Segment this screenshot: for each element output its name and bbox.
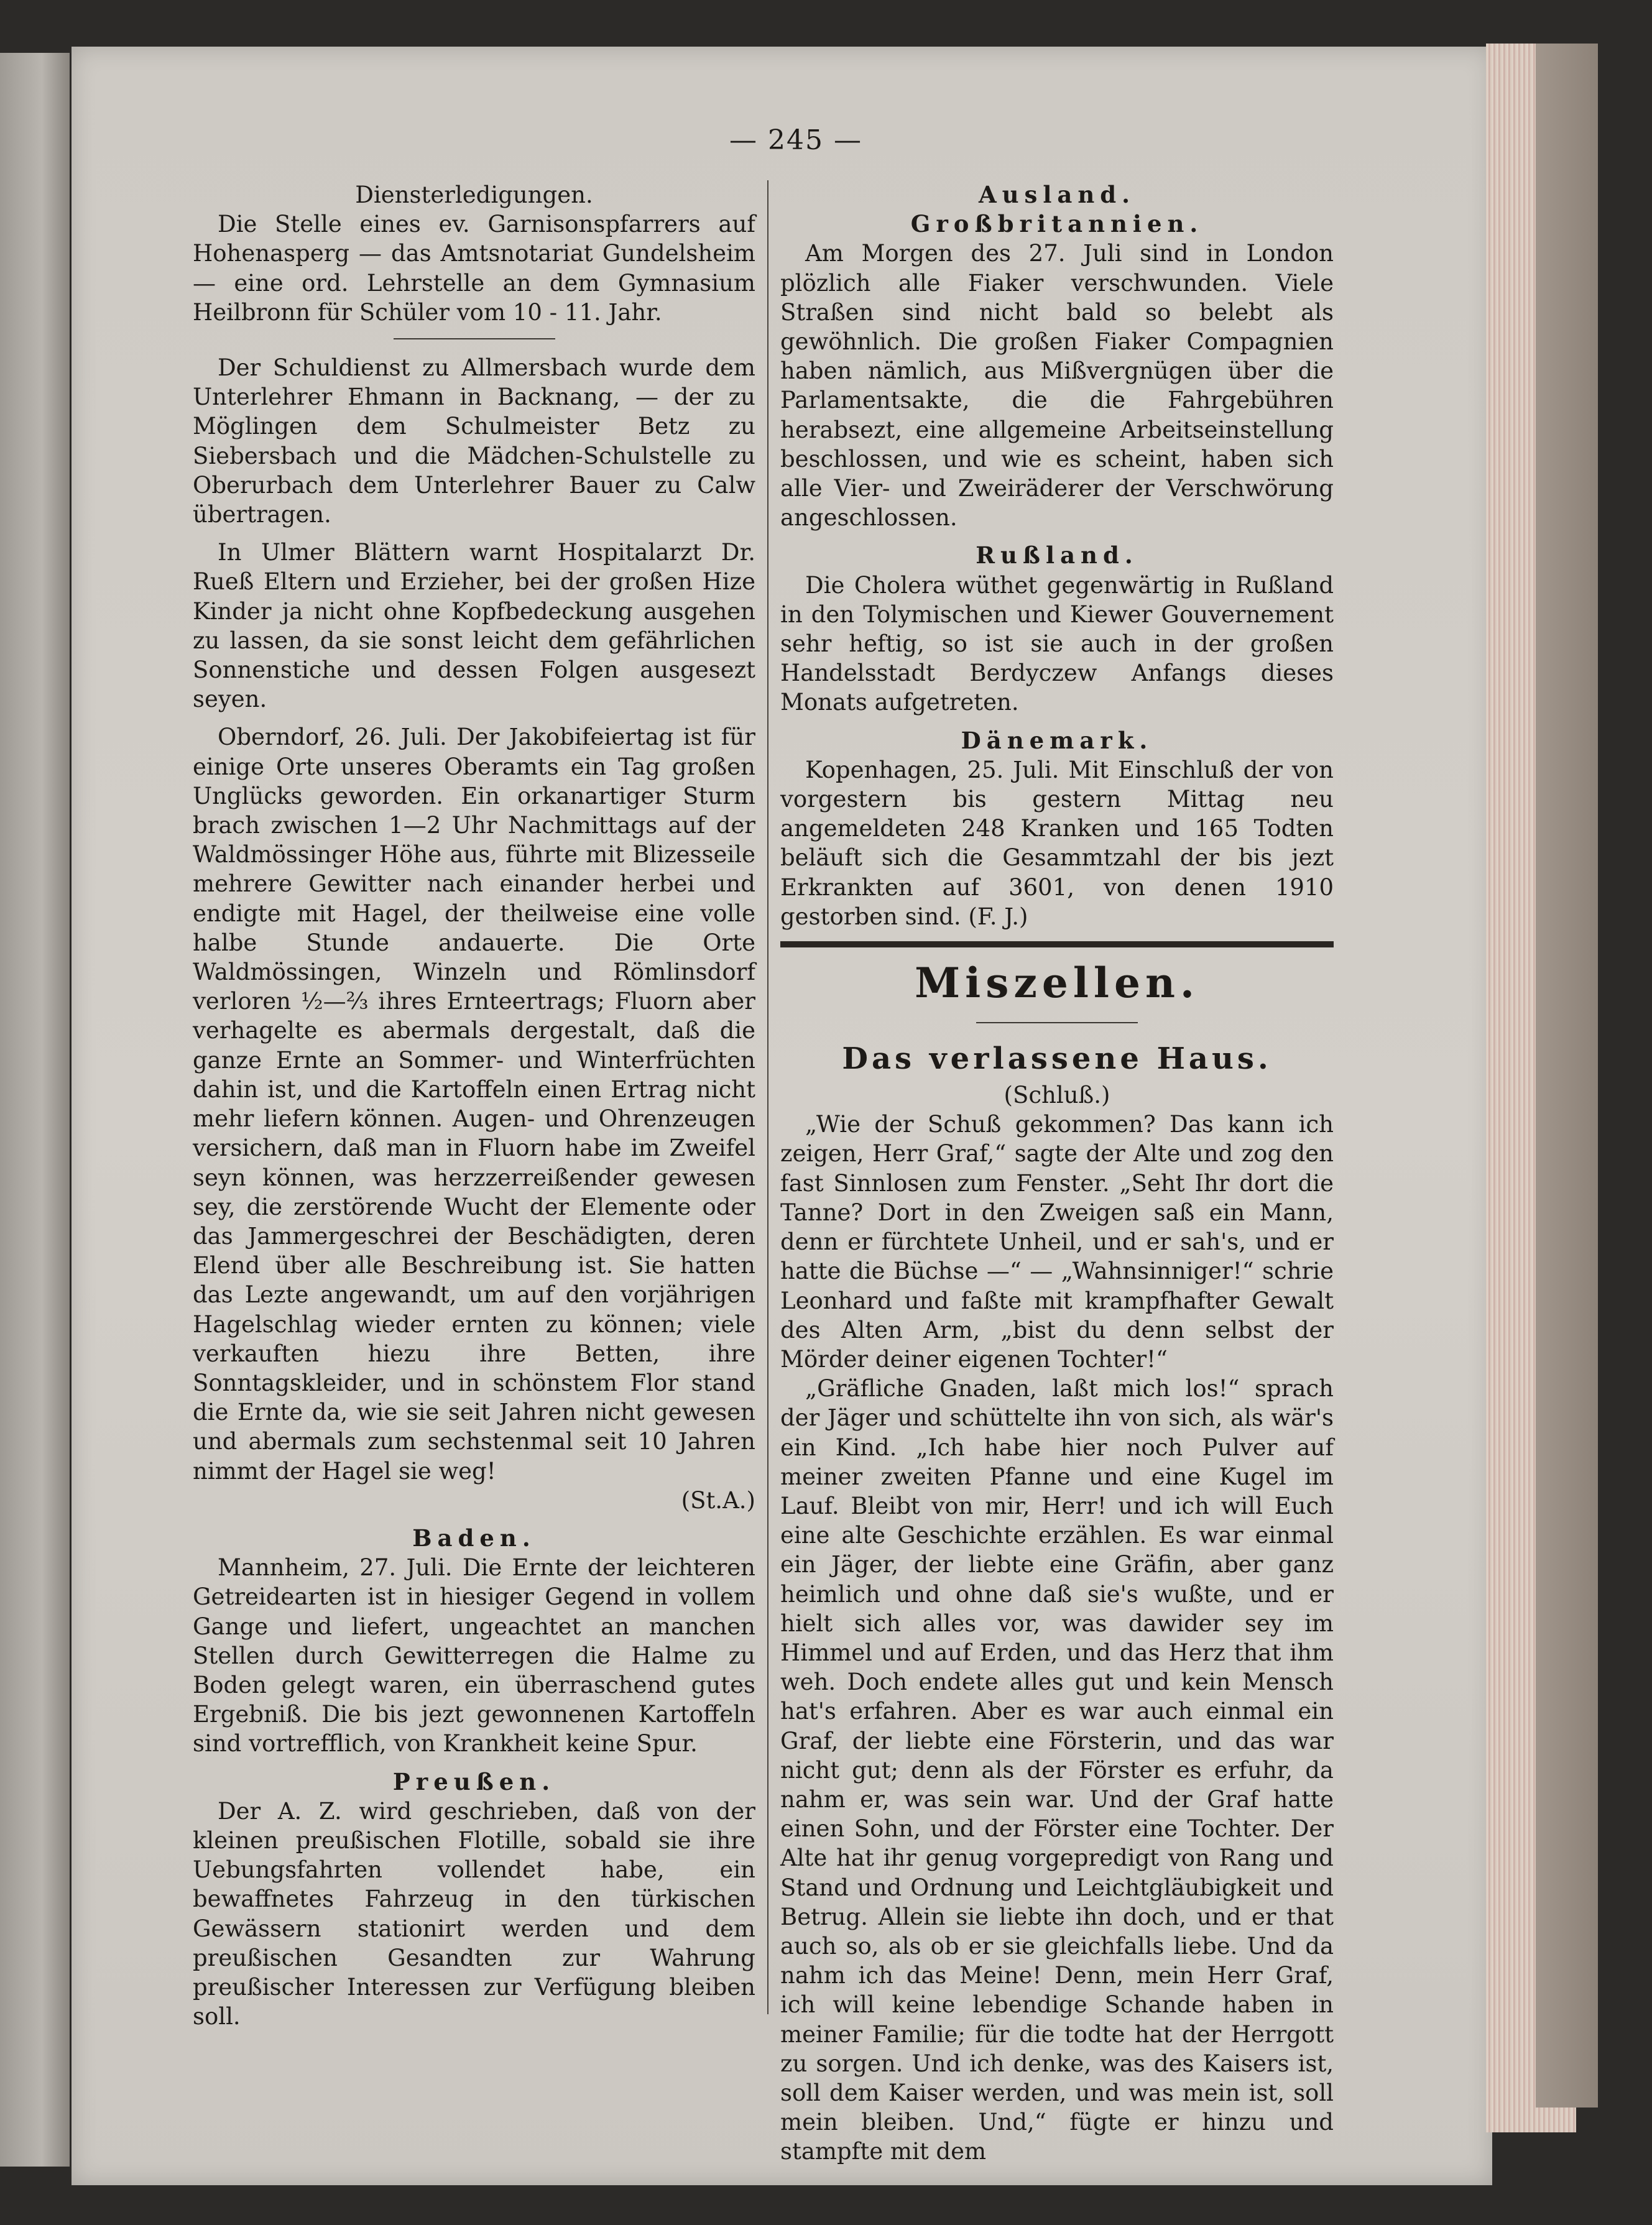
separator-line (394, 338, 555, 339)
right-column (780, 180, 1334, 2167)
page-number: — 245 — (729, 124, 862, 156)
paragraph: Oberndorf, 26. Juli. Der Jakobifeiertag ist für einige Orte unseres Oberamts ein Tag großen Unglücks geworden. Ein orkanartiger Sturm brach zwischen 1—2 Uhr Nachmittags auf der Waldmössinger Höhe aus, führte mit Blizesseile mehrere Gewitter nach einander herbei und endigte mit Hagel, der theilweise eine volle halbe Stunde andauerte. Die Orte Waldmössingen, Winzeln und Römlinsdorf verloren ½—⅔ ihres Ernteertrags; Fluorn aber verhagelte es abermals dergestalt, daß die ganze Ernte an Sommer- und Winterfrüchten dahin ist, und die Kartoffeln einen Ertrag nicht mehr liefern können. Augen- und Ohrenzeugen versichern, daß man in Fluorn habe im Zweifel seyn können, was herzzerreißender gewesen sey, die zerstörende Wucht der Elemente oder das Jammergeschrei der Beschädigten, deren Elend über alle Beschreibung ist. Sie hatten das Lezte angewandt, um auf den vorjährigen Hagelschlag wieder ernten zu können; viele verkauften hiezu ihre Betten, ihre Sonntagskleider, und in schönstem Flor stand die Ernte da, wie sie seit Jahren nicht gewesen und abermals zum sechstenmal seit 10 Jahren nimmt der Hagel sie weg! (193, 724, 755, 1485)
paragraph: Mannheim, 27. Juli. Die Ernte der leichteren Getreidearten ist in hiesiger Gegend in vollem Gange und liefert, ungeachtet an manchen Stellen durch Gewitterregen die Halme zu Boden gelegt waren, ein überraschend gutes Ergebniß. Die bis jezt gewonnenen Kartoffeln sind vortrefflich, von Krankheit keine Spur. (193, 1554, 755, 1757)
previous-page-edge (0, 53, 70, 2167)
separator-line (976, 1022, 1138, 1023)
paragraph: Die Cholera wüthet gegenwärtig in Rußland in den Tolymischen und Kiewer Gouvernement sehr heftig, so ist sie auch in der großen Handelsstadt Berdyczew Anfangs dieses Monats aufgetreten. (780, 571, 1334, 716)
separator-rule (780, 941, 1334, 947)
paragraph: Kopenhagen, 25. Juli. Mit Einschluß der von vorgestern bis gestern Mittag neu angemeldeten 248 Kranken und 165 Todten beläuft sich die Gesammtzahl der bis jezt Erkrankten auf 3601, von denen 1910 gestorben sind. (F. J.) (780, 756, 1334, 930)
source-note: (St.A.) (681, 1486, 755, 1514)
section-subheading: Großbritannien. (910, 210, 1204, 238)
paragraph: „Wie der Schuß gekommen? Das kann ich zeigen, Herr Graf,“ sagte der Alte und zog den fast Sinnlosen zum Fenster. „Seht Ihr dort die Tanne? Dort in den Zweigen saß ein Mann, denn er fürchtete Unheil, und er sah's, und er hatte die Büchse —“ — „Wahnsinniger!“ schrie Leonhard und faßte mit krampfhafter Gewalt des Alten Arm, „bist du denn selbst der Mörder deiner eigenen Tochter!“ (780, 1111, 1334, 1373)
paragraph: In Ulmer Blättern warnt Hospitalarzt Dr. Rueß Eltern und Erzieher, bei der großen Hize Kinder ja nicht ohne Kopfbedeckung ausgehen zu lassen, da sie sonst leicht dem gefährlichen Sonnenstiche und dessen Folgen ausgesezt seyen. (193, 539, 755, 713)
section-heading: Preußen. (392, 1767, 556, 1795)
paragraph: Der Schuldienst zu Allmersbach wurde dem Unterlehrer Ehmann in Backnang, — der zu Möglingen dem Schulmeister Betz zu Siebersbach und die Mädchen-Schulstelle zu Oberurbach dem Unterlehrer Bauer zu Calw übertragen. (193, 354, 755, 528)
column-divider (767, 180, 768, 2014)
left-column (193, 180, 755, 2031)
story-subtitle: (Schluß.) (1004, 1082, 1110, 1109)
section-heading: Diensterledigungen. (355, 182, 593, 208)
paragraph: Am Morgen des 27. Juli sind in London plözlich alle Fiaker verschwunden. Viele Straßen sind nicht bald so belebt als gewöhnlich. Die großen Fiaker Compagnien haben nämlich, aus Mißvergnügen über die Parlamentsakte, die die Fahrgebühren herabsezt, eine allgemeine Arbeitseinstellung beschlossen, und wie es scheint, haben sich alle Vier- und Zweiräderer der Verschwörung angeschlossen. (780, 240, 1334, 532)
miscellany-title: Miszellen. (915, 959, 1199, 1008)
section-heading: Ausland. (978, 181, 1136, 208)
section-heading: Baden. (412, 1524, 536, 1552)
section-subheading: Dänemark. (961, 726, 1153, 754)
paragraph: Der A. Z. wird geschrieben, daß von der kleinen preußischen Flotille, sobald sie ihre Uebungsfahrten vollendet habe, ein bewaffnetes Fahrzeug in den türkischen Gewässern stationirt werden und dem preußischen Gesandten zur Wahrung preußischer Interessen zur Verfügung bleiben soll. (193, 1797, 755, 2030)
story-title: Das verlassene Haus. (842, 1041, 1272, 1077)
paragraph: „Gräfliche Gnaden, laßt mich los!“ sprach der Jäger und schüttelte ihn von sich, als wär's ein Kind. „Ich habe hier noch Pulver auf meiner zweiten Pfanne und eine Kugel im Lauf. Bleibt von mir, Herr! und ich will Euch eine alte Geschichte erzählen. Es war einmal ein Jäger, der liebte eine Gräfin, aber ganz heimlich und ohne daß sie's wußte, und er hielt sich alles vor, was dawider sey im Himmel und auf Erden, und das Herz that ihm weh. Doch endete alles gut und kein Mensch hat's erfahren. Aber es war auch einmal ein Graf, der liebte eine Försterin, und das war nicht gut; denn als der Förster es erfuhr, da nahm er, was sein war. Und der Graf hatte einen Sohn, und der Förster eine Tochter. Der Alte hat ihr genug vorgepredigt von Rang und Stand und Ordnung und Leichtgläubigkeit und Betrug. Allein sie liebte ihn doch, und er that auch so, als ob er sie gleichfalls liebe. Und da nahm ich das Meine! Denn, mein Herr Graf, ich will keine lebendige Schande haben in meiner Familie; für die todte hat der Herrgott zu sorgen. Und ich denke, was des Kaisers ist, soll dem Kaiser werden, und was mein ist, soll mein bleiben. Und,“ fügte er hinzu und stampfte mit dem (780, 1375, 1334, 2165)
paragraph: Die Stelle eines ev. Garnisonspfarrers auf Hohenasperg — das Amtsnotariat Gundelsheim — eine ord. Lehrstelle an dem Gymnasium Heilbronn für Schüler vom 10 - 11. Jahr. (193, 211, 755, 326)
section-subheading: Rußland. (976, 541, 1138, 569)
book-cover-edge (1536, 44, 1598, 2108)
